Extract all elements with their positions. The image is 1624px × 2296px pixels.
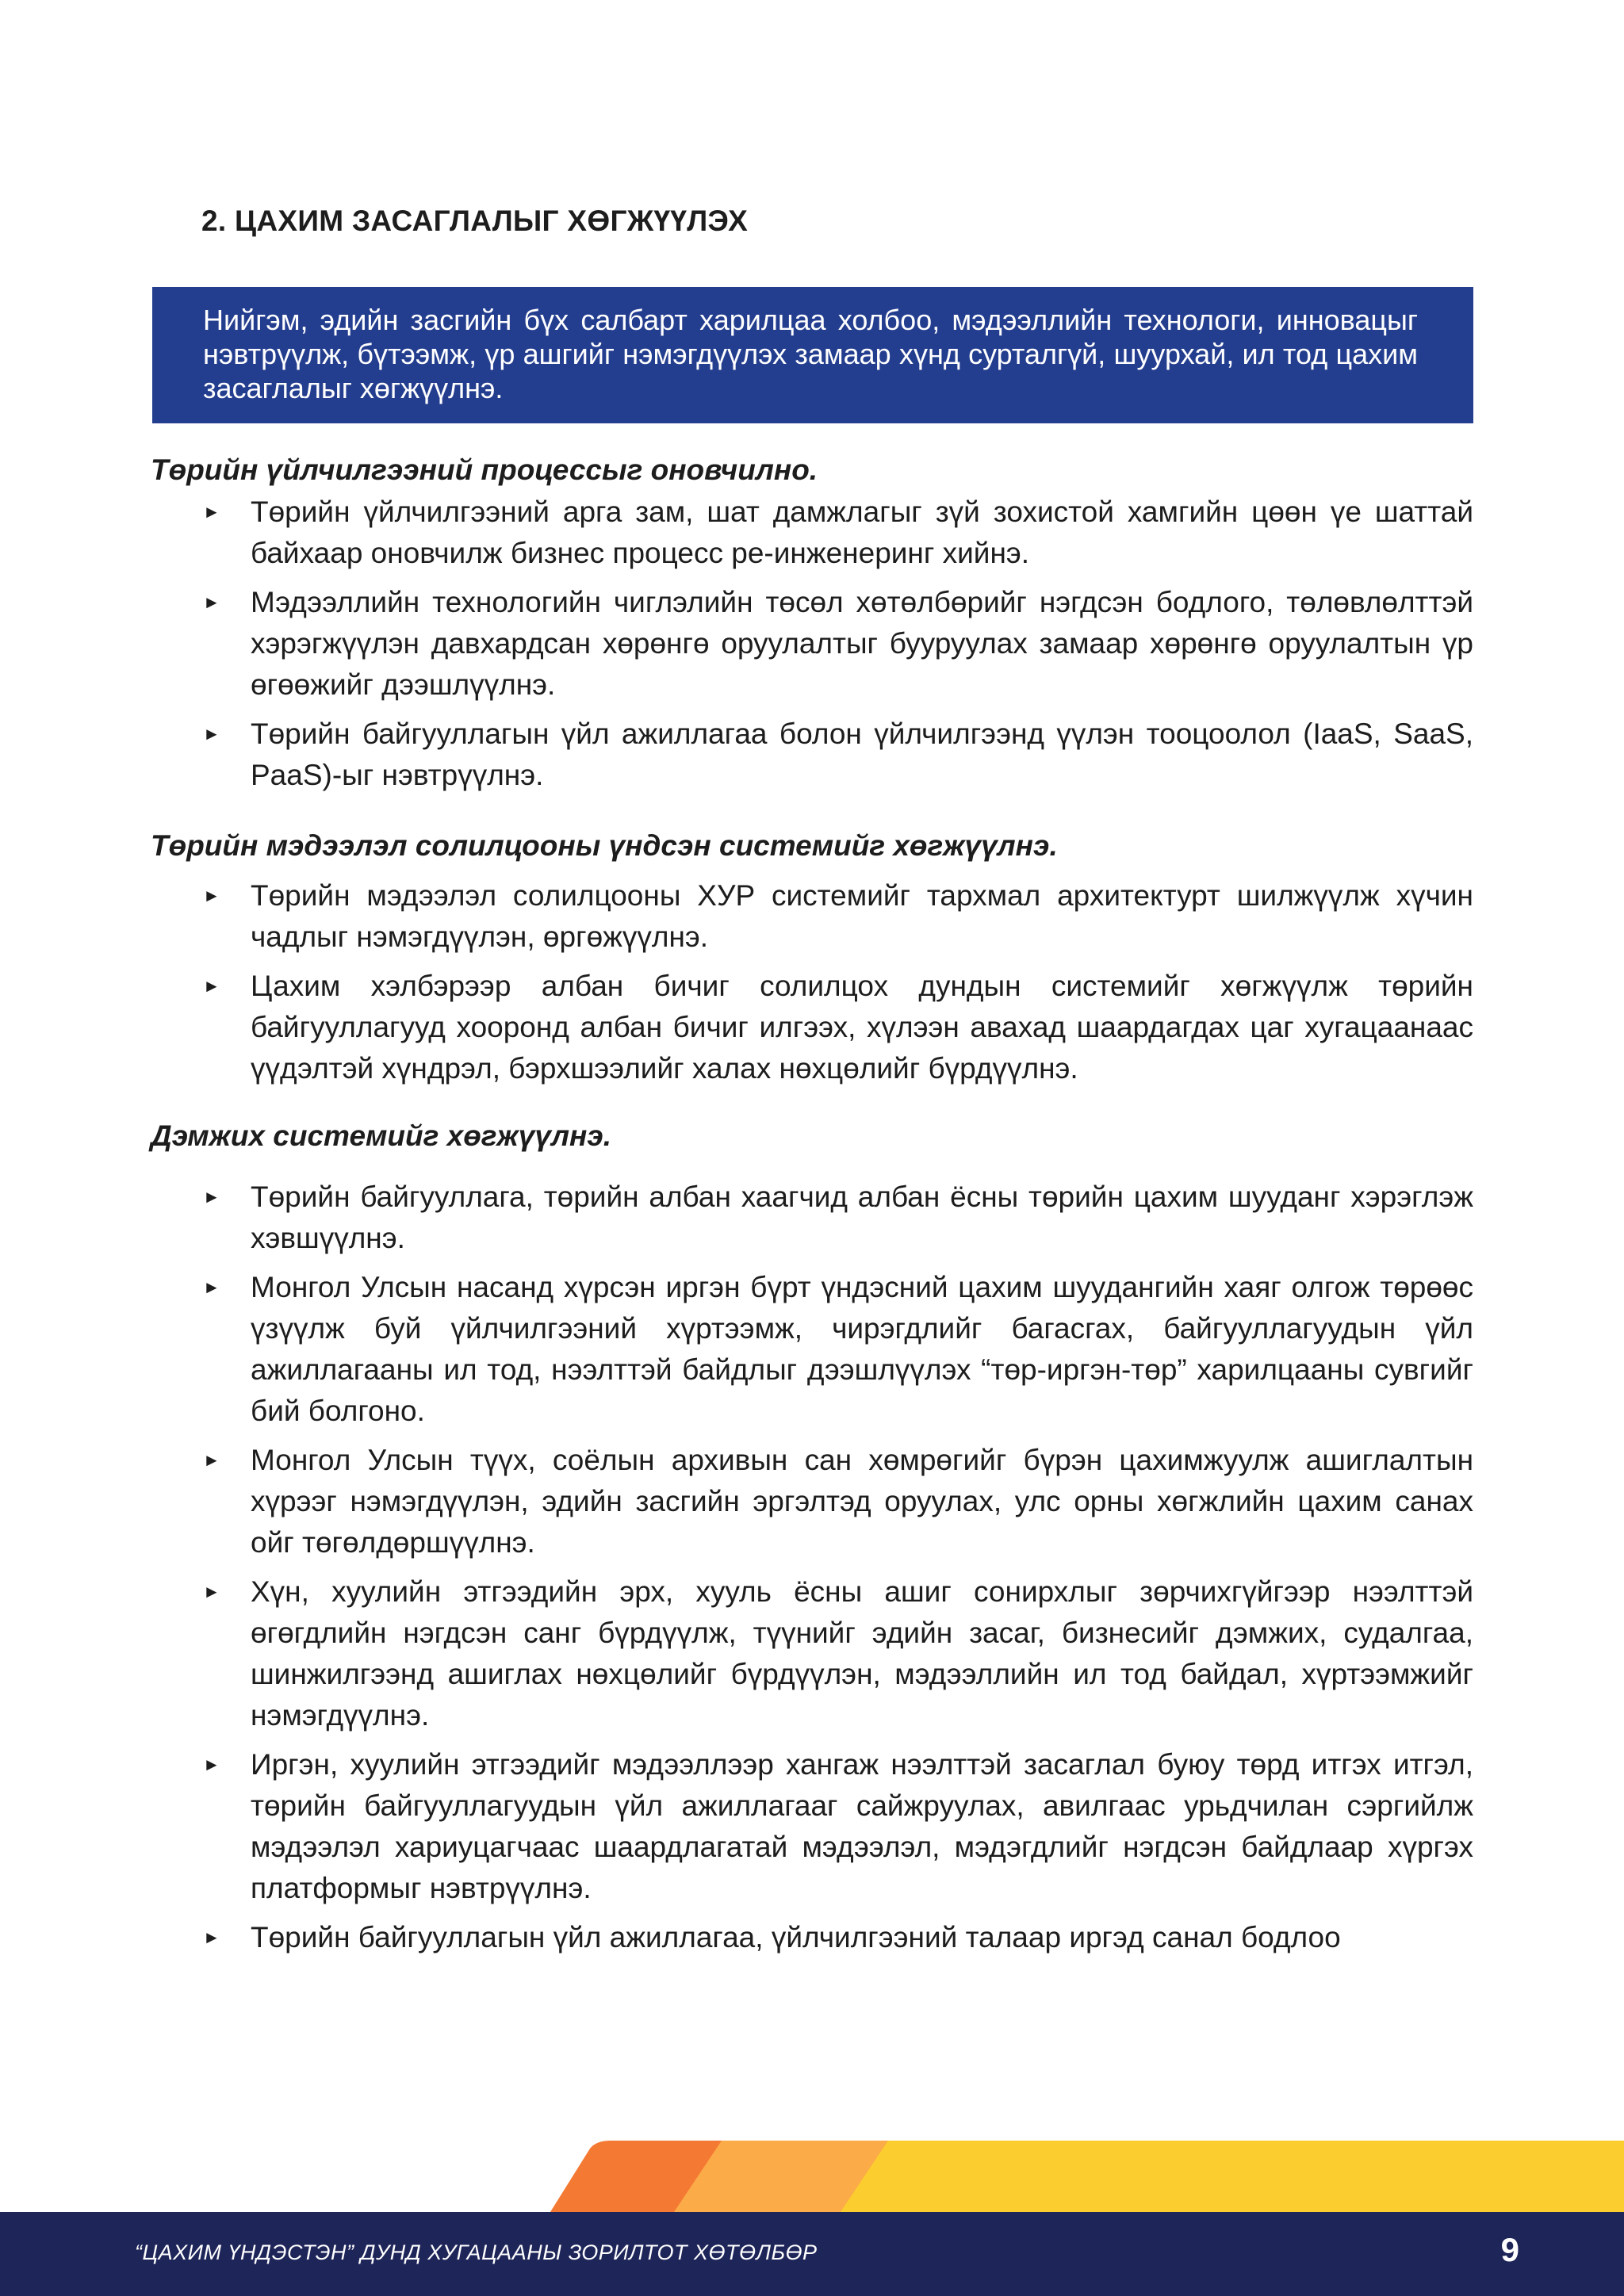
list-item-text: Төрийн байгууллага, төрийн албан хаагчид албан ёсны төрийн цахим шууданг хэрэглэж хэвшүүлнэ.	[251, 1181, 1473, 1254]
group-2	[151, 828, 1473, 1089]
triangle-bullet-icon: ►	[203, 724, 220, 744]
list-item	[151, 492, 1473, 574]
list-item-text: Хүн, хуулийн этгээдийн эрх, хууль ёсны ашиг сонирхлыг зөрчихгүйгээр нээлттэй өгөгдлийн нэгдсэн санг бүрдүүлж, түүнийг эдийн засаг, бизнесийг дэмжих, судалгаа, шинжилгээнд ашиглах нөхцөлийг бүрдүүлэн, мэдээллийн ил тод байдал, хүртээмжийг нэмэгдүүлнэ.	[251, 1575, 1473, 1732]
band-yellow-stripe	[841, 2141, 1624, 2212]
list-item	[151, 714, 1473, 796]
group-heading: Төрийн мэдээлэл солилцооны үндсэн системийг хөгжүүлнэ.	[151, 829, 1058, 862]
list-item	[151, 1440, 1473, 1563]
triangle-bullet-icon: ►	[203, 886, 220, 905]
triangle-bullet-icon: ►	[203, 502, 220, 522]
triangle-bullet-icon: ►	[203, 1927, 220, 1947]
group-heading: Дэмжих системийг хөгжүүлнэ.	[151, 1119, 612, 1152]
triangle-bullet-icon: ►	[203, 976, 220, 996]
triangle-bullet-icon: ►	[203, 1755, 220, 1774]
list-item	[151, 1267, 1473, 1432]
group-3	[151, 1118, 1473, 1958]
list-item	[151, 1177, 1473, 1259]
list-item	[151, 1744, 1473, 1909]
list-item-text: Иргэн, хуулийн этгээдийг мэдээллээр хангаж нээлттэй засаглал буюу төрд итгэх итгэл, төрийн байгууллагуудын үйл ажиллагааг сайжруулах, авилгаас урьдчилан сэргийлж мэдээлэл хариуцагчаас шаардлагатай мэдээлэл, мэдэгдлийг нэгдсэн байдлаар хүргэх платформыг нэвтрүүлнэ.	[251, 1748, 1473, 1904]
list-item-text: Цахим хэлбэрээр албан бичиг солилцох дундын системийг хөгжүүлж төрийн байгууллагууд хооронд албан бичиг илгээх, хүлээн авахад шаардагдах цаг хугацаанаас үүдэлтэй хүндрэл, бэрхшээлийг халах нөхцөлийг бүрдүүлнэ.	[251, 970, 1473, 1085]
group-1	[151, 452, 1473, 796]
bullet-list	[151, 875, 1473, 1089]
bullet-list	[151, 492, 1473, 796]
list-item	[151, 875, 1473, 958]
footer	[0, 2212, 1624, 2296]
triangle-bullet-icon: ►	[203, 1187, 220, 1207]
list-item-text: Монгол Улсын насанд хүрсэн иргэн бүрт үндэсний цахим шуудангийн хаяг олгож төрөөс үзүүлж буй үйлчилгээний хүртээмж, чирэгдлийг багасгах, байгууллагуудын үйл ажиллагааны ил тод, нээлттэй байдлыг дээшлүүлэх “төр-иргэн-төр” харилцааны сувгийг бий болгоно.	[251, 1271, 1473, 1427]
triangle-bullet-icon: ►	[203, 1450, 220, 1470]
list-item	[151, 1917, 1473, 1958]
list-item	[151, 582, 1473, 706]
list-item-text: Мэдээллийн технологийн чиглэлийн төсөл хөтөлбөрийг нэгдсэн бодлого, төлөвлөлттэй хэрэгжүүлэн давхардсан хөрөнгө оруулалтыг бууруулах замаар хөрөнгө оруулалтын үр өгөөжийг дээшлүүлнэ.	[251, 586, 1473, 701]
content	[151, 452, 1473, 1958]
list-item	[151, 966, 1473, 1089]
list-item-text: Төрийн байгууллагын үйл ажиллагаа болон үйлчилгээнд үүлэн тооцоолол (IaaS, SaaS, PaaS)-ыг нэвтрүүлнэ.	[251, 718, 1473, 791]
list-item-text: Төрийн байгууллагын үйл ажиллагаа, үйлчилгээний талаар иргэд санал бодлоо	[251, 1921, 1341, 1954]
page-number: 9	[1500, 2231, 1519, 2268]
footer-title: “ЦАХИМ ҮНДЭСТЭН” ДУНД ХУГАЦААНЫ ЗОРИЛТОТ ХӨТӨЛБӨР	[135, 2241, 818, 2264]
triangle-bullet-icon: ►	[203, 1582, 220, 1601]
list-item-text: Төрийн үйлчилгээний арга зам, шат дамжлагыг зүй зохистой хамгийн цөөн үе шаттай байхаар оновчилж бизнес процесс ре-инженеринг хийнэ.	[251, 496, 1473, 569]
footer-decorative-band	[0, 2141, 1624, 2220]
section-title: 2. ЦАХИМ ЗАСАГЛАЛЫГ ХӨГЖҮҮЛЭХ	[201, 205, 749, 237]
triangle-bullet-icon: ►	[203, 592, 220, 612]
bullet-list	[151, 1177, 1473, 1958]
list-item	[151, 1571, 1473, 1736]
list-item-text: Төрийн мэдээлэл солилцооны ХУР системийг тархмал архитектурт шилжүүлж хүчин чадлыг нэмэгдүүлэн, өргөжүүлнэ.	[251, 879, 1473, 953]
group-heading: Төрийн үйлчилгээний процессыг оновчилно.	[151, 453, 818, 486]
triangle-bullet-icon: ►	[203, 1277, 220, 1297]
intro-box: Нийгэм, эдийн засгийн бүх салбарт харилцаа холбоо, мэдээллийн технологи, инновацыг нэвтрүүлж, бүтээмж, үр ашгийг нэмэгдүүлэх замаар хүнд сурталгүй, шуурхай, ил тод цахим засаглалыг хөгжүүлнэ.	[152, 287, 1473, 423]
list-item-text: Монгол Улсын түүх, соёлын архивын сан хөмрөгийг бүрэн цахимжуулж ашиглалтын хүрээг нэмэгдүүлэн, эдийн засгийн эргэлтэд оруулах, улс орны хөгжлийн цахим санах ойг төгөлдөршүүлнэ.	[251, 1444, 1473, 1559]
